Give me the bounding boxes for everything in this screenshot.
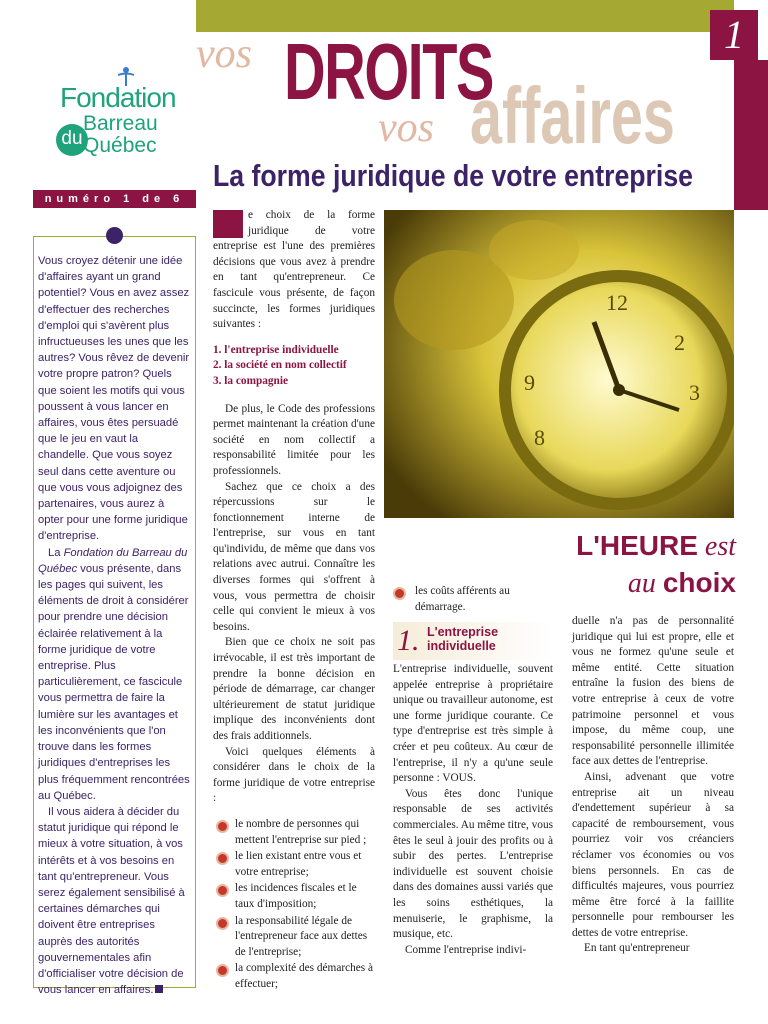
section-column-2: [572, 614, 734, 957]
logo-line-quebec: Québec: [83, 134, 157, 157]
section-paragraph: Ainsi, advenant que votre entreprise ait un niveau d'endettement supérieur à sa capacité de remboursement, vous pourriez voir vos créanciers réclamer vos économies ou vos biens personnels. En cas de difficultés majeures, vous pourriez même être forcé à la faillite personnelle pour rembourser les dettes de votre entreprise.: [572, 770, 734, 939]
intro-paragraph: [213, 208, 375, 333]
feature-word: est: [704, 531, 736, 562]
svg-text:12: 12: [606, 290, 628, 315]
feature-headline: [536, 528, 736, 602]
masthead-affaires: affaires: [470, 71, 675, 160]
sidebar-paragraph: Vous croyez détenir une idée d'affaires ayant un grand potentiel? Vous en avez assez d'effectuer des recherches d'emploi qui s'avèrent plus infructueuses les unes que les autres? Vous rêvez de devenir votre propre patron? Quels que soient les motifs qui vous poussent à vous lancer en affaires, vous êtes persuadé que le jeu en vaut la chandelle. Que vous soyez seul dans cette aventure ou que vous vous adjoignez des partenaires, vous aurez à opter pour une forme juridique d'entreprise.: [38, 255, 190, 543]
section-paragraph: L'entreprise individuelle, souvent appelée entreprise à propriétaire unique ou travailleur autonome, est une forme juridique courante. Ce type d'entreprise est très simple à créer et peu coûteux. Au cœur de l'entreprise, il n'y a qu'une seule personne : VOUS.: [393, 663, 553, 785]
masthead-vos-2: vos: [378, 105, 434, 151]
alarm-clock-photo: [384, 210, 734, 518]
section-number: 1.: [397, 624, 420, 657]
issue-label: numéro 1 de 6: [33, 190, 196, 208]
page-number: 1: [710, 10, 758, 60]
list-item: 2. la société en nom collectif: [213, 359, 347, 372]
end-mark-icon: [155, 985, 163, 993]
sidebar-paragraph: [38, 545, 192, 804]
list-item: 1. l'entreprise individuelle: [213, 343, 339, 356]
list-item: les coûts afférents au démarrage.: [393, 584, 553, 615]
criteria-list: [213, 817, 375, 993]
svg-text:2: 2: [674, 330, 685, 355]
logo-line-barreau: Barreau: [83, 112, 158, 135]
feature-line-2: [536, 565, 736, 602]
sidebar-paragraph: [38, 804, 192, 998]
list-item: la complexité des démarches à effectuer;: [213, 961, 375, 992]
intro-paragraph: Voici quelques éléments à considérer dans le choix de la forme juridique de votre entreprise :: [213, 745, 375, 805]
intro-paragraph: Bien que ce choix ne soit pas irrévocable, il est très important de prendre la bonne décision en période de démarrage, car changer ultérieurement de statut juridique implique des inconvénients dont des frais additionnels.: [213, 636, 375, 742]
list-item: la responsabilité légale de l'entrepreneur face aux dettes de l'entreprise;: [213, 914, 375, 961]
section-column-1: [393, 662, 553, 958]
logo-du: du: [56, 124, 88, 156]
sidebar-text: [38, 253, 192, 998]
forms-list: [213, 343, 375, 390]
right-color-bar: [734, 60, 768, 210]
masthead-droits: DROITS: [284, 27, 493, 116]
sidebar-p3: Il vous aidera à décider du statut juridique qui répond le mieux à votre situation, à vos intérêts et à vos besoins en tant qu'entrepreneur. Vous serez également sensibilisé à certaines démarches qui doivent être entreprises auprès des autorités gouvernementales afin d'officialiser votre décision de vous lancer en affaires.: [38, 805, 185, 997]
section-title: L'entreprise individuelle: [427, 625, 499, 653]
section-paragraph: duelle n'a pas de personnalité juridique qui lui est propre, elle et vous ne formez qu'une seule et même entité. Cette situation entraîne la fusion des biens de votre entreprise à ceux de votre patrimoine personnel et vous impose, du même coup, une responsabilité personnelle illimitée face aux dettes de l'entreprise.: [572, 615, 734, 768]
sidebar-p2-lead: La: [48, 546, 64, 559]
svg-text:3: 3: [689, 380, 700, 405]
list-item: les incidences fiscales et le taux d'imposition;: [213, 881, 375, 912]
criteria-list-continued: [393, 584, 553, 615]
svg-text:9: 9: [524, 370, 535, 395]
feature-line-1: [536, 528, 736, 565]
sidebar-dot-icon: [106, 227, 123, 244]
logo-line-fondation: Fondation: [60, 82, 176, 113]
list-item: le nombre de personnes qui mettent l'entreprise sur pied ;: [213, 817, 375, 848]
list-item: le lien existant entre vous et votre entreprise;: [213, 849, 375, 880]
section-paragraph: Vous êtes donc l'unique responsable de ses activités commerciales. Au même titre, vous êtes le seul à jouir des profits ou à subir des pertes. L'entreprise individuelle est souvent choisie dans des domaines aussi variés que les soins esthétiques, la menuiserie, le graphisme, la musique, etc.: [393, 787, 553, 941]
fondation-logo: [50, 66, 180, 166]
page-subtitle: La forme juridique de votre entreprise: [213, 158, 694, 193]
sidebar-p2-emphasis: Fondation du Barreau du Québec: [38, 546, 188, 575]
masthead-vos-1: vos: [196, 31, 252, 77]
feature-word: L'HEURE: [576, 530, 698, 561]
sidebar-p2-rest: vous présente, dans les pages qui suivent, les éléments de droit à considérer pour prendre une décision éclairée relativement à la forme juridique de votre entreprise. Plus particulièrement, ce fascicule vous permettra de faire la lumière sur les avantages et les inconvénients que l'on trouve dans les formes juridiques d'entreprises les plus fréquemment rencontrées au Québec.: [38, 562, 190, 802]
list-item: 3. la compagnie: [213, 374, 288, 387]
intro-column: [213, 208, 375, 994]
intro-paragraph: Sachez que ce choix a des répercussions sur le fonctionnement interne de l'entreprise, sur vous en tant qu'individu, de même que dans vos relations avec autrui. Connaître les diverses formes qui s'offrent à vous, vous permettra de choisir celle qui convient le mieux à vos besoins.: [213, 480, 375, 633]
feature-word: choix: [662, 567, 736, 598]
section-paragraph: En tant qu'entrepreneur: [584, 942, 690, 955]
intro-p1: e choix de la forme juridique de votre entreprise est l'une des premières décisions que vous avez à prendre en tant qu'entrepreneur. Ce fascicule vous présente, de façon succincte, les formes juridiques suivantes :: [213, 209, 375, 331]
intro-paragraph: De plus, le Code des professions permet maintenant la création d'une société en nom collectif a responsabilité limitée pour les professionnels.: [213, 402, 375, 477]
svg-text:8: 8: [534, 425, 545, 450]
dropcap-icon: [213, 210, 243, 238]
section-heading: [393, 622, 553, 660]
section-paragraph: Comme l'entreprise indivi-: [405, 943, 527, 956]
feature-word: au: [627, 568, 656, 599]
